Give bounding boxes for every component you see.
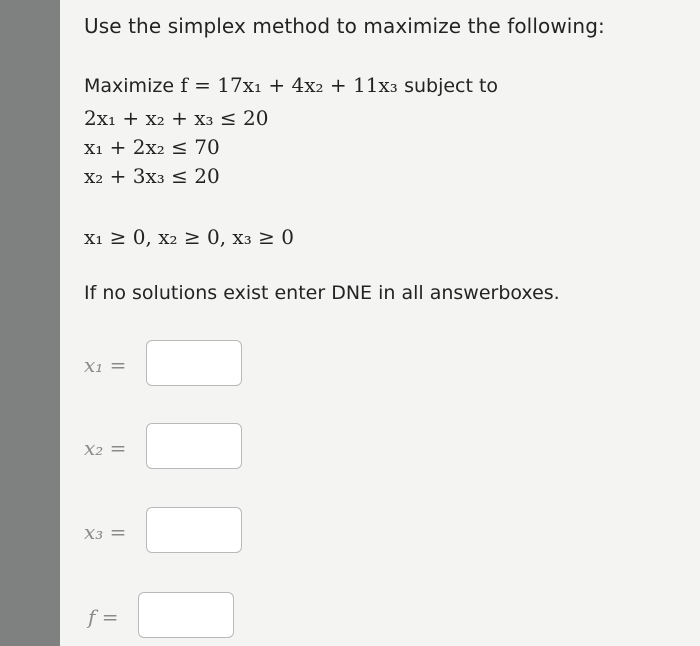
answer-box-f[interactable]: [138, 592, 234, 638]
nonnegativity-constraints: x₁ ≥ 0, x₂ ≥ 0, x₃ ≥ 0: [84, 225, 294, 249]
answer-box-x2[interactable]: [146, 423, 242, 469]
objective-suffix: subject to: [404, 75, 499, 97]
constraint-1: 2x₁ + x₂ + x₃ ≤ 20: [84, 106, 269, 130]
answer-row-x1: [84, 340, 384, 390]
answer-label-f: f =: [88, 605, 119, 629]
question-heading: Use the simplex method to maximize the following:: [84, 14, 605, 38]
left-sidebar-strip: [0, 0, 60, 646]
dne-instruction: If no solutions exist enter DNE in all answerboxes.: [84, 282, 560, 304]
answer-box-x1[interactable]: [146, 340, 242, 386]
objective-line: [84, 73, 498, 97]
objective-prefix: Maximize: [84, 75, 175, 97]
answer-label-x2: x₂ =: [84, 436, 127, 460]
constraint-2: x₁ + 2x₂ ≤ 70: [84, 135, 220, 159]
answer-row-f: [84, 592, 384, 642]
answer-row-x2: [84, 423, 384, 473]
answer-box-x3[interactable]: [146, 507, 242, 553]
answer-label-x3: x₃ =: [84, 520, 127, 544]
answer-row-x3: [84, 507, 384, 557]
objective-expression: f = 17x₁ + 4x₂ + 11x₃: [180, 73, 398, 97]
answer-label-x1: x₁ =: [84, 353, 127, 377]
question-panel: [60, 0, 700, 646]
constraint-3: x₂ + 3x₃ ≤ 20: [84, 164, 220, 188]
